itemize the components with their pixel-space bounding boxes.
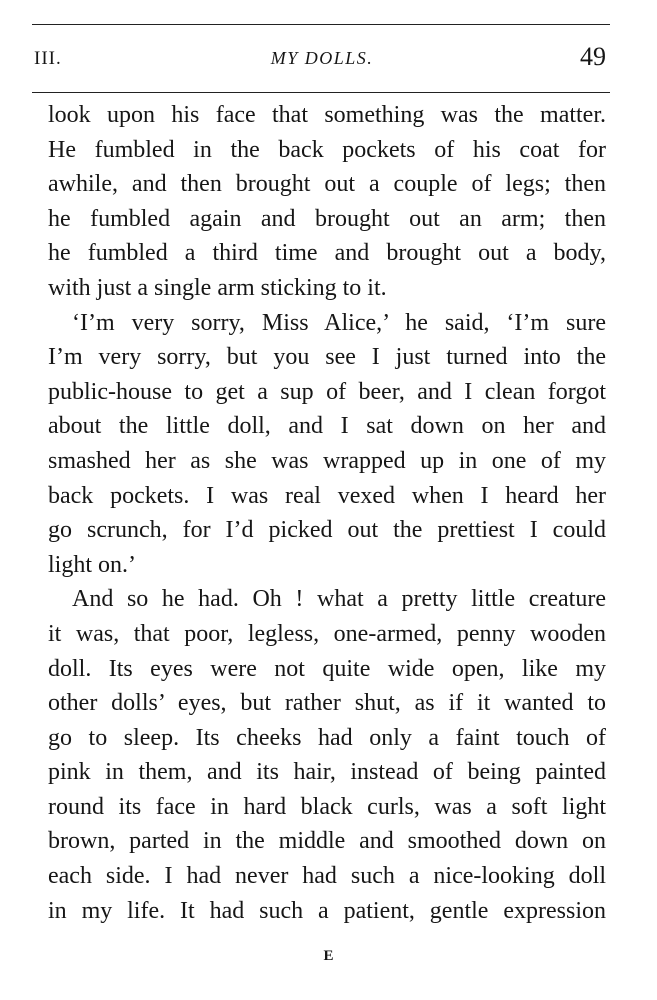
- text-line: with just a single arm sticking to it.: [48, 274, 387, 301]
- text-line: look upon his face that something was the matter.: [48, 102, 606, 128]
- text-line: He fumbled in the back pockets of his coat for: [48, 136, 606, 163]
- text-line: round its face in hard black curls, was a soft light: [48, 793, 606, 820]
- text-line: And so he had. Oh ! what a pretty little creature: [72, 586, 606, 613]
- text-line: in my life. It had such a patient, gentle expression: [48, 897, 606, 924]
- text-line: ‘I’m very sorry, Miss Alice,’ he said, ‘I’m sure: [72, 309, 606, 336]
- text-line: it was, that poor, legless, one-armed, penny wooden: [48, 620, 606, 647]
- text-line: smashed her as she was wrapped up in one of my: [48, 447, 606, 474]
- text-line: back pockets. I was real vexed when I heard her: [48, 482, 606, 509]
- text-line: brown, parted in the middle and smoothed down on: [48, 828, 606, 855]
- body-text: [48, 98, 606, 928]
- text-line: each side. I had never had such a nice-looking doll: [48, 863, 606, 890]
- text-line: he fumbled again and brought out an arm; then: [48, 205, 606, 232]
- text-line: doll. Its eyes were not quite wide open, like my: [48, 655, 606, 682]
- text-line: go scrunch, for I’d picked out the prettiest I could: [48, 517, 606, 544]
- signature-mark: E: [323, 948, 334, 964]
- text-line: I’m very sorry, but you see I just turned into the: [48, 344, 606, 371]
- chapter-number: III.: [34, 48, 62, 69]
- text-line: about the little doll, and I sat down on her and: [48, 413, 606, 440]
- text-line: pink in them, and its hair, instead of being painted: [48, 759, 606, 786]
- running-title: MY DOLLS.: [270, 48, 374, 68]
- top-rule: [32, 24, 610, 25]
- text-line: public-house to get a sup of beer, and I clean forgot: [48, 378, 606, 405]
- text-line: other dolls’ eyes, but rather shut, as if it wanted to: [48, 690, 606, 717]
- running-head: [34, 42, 610, 76]
- header-rule: [32, 92, 610, 93]
- text-line: he fumbled a third time and brought out a body,: [48, 240, 606, 267]
- page-number: 49: [580, 42, 606, 71]
- text-line: light on.’: [48, 551, 136, 578]
- text-line: go to sleep. Its cheeks had only a faint touch of: [48, 724, 606, 751]
- text-line: awhile, and then brought out a couple of legs; then: [48, 171, 606, 198]
